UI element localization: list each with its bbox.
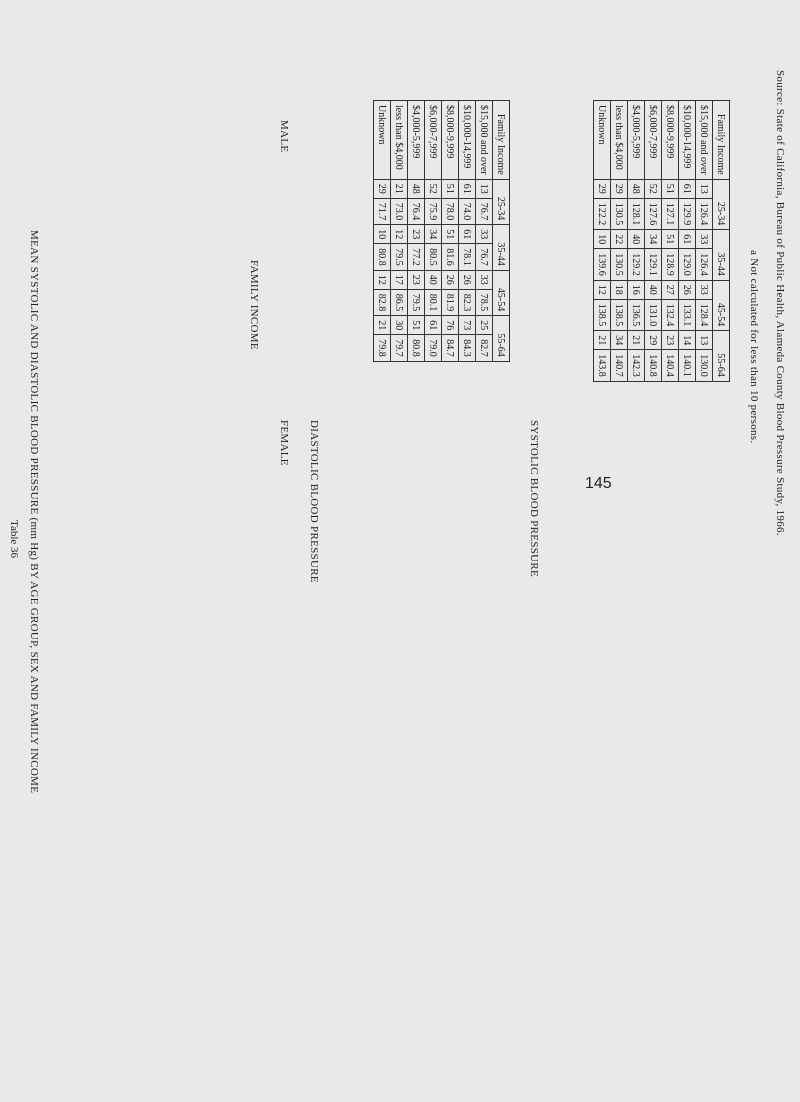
value-cell: 138.5 bbox=[611, 299, 628, 331]
page-number: 145 bbox=[585, 475, 612, 492]
value-cell: 76.7 bbox=[476, 244, 493, 271]
value-cell: 61 bbox=[425, 316, 442, 335]
value-cell: 128.9 bbox=[662, 249, 679, 281]
value-cell: 82.7 bbox=[476, 335, 493, 362]
income-header: Family Income bbox=[713, 101, 730, 180]
value-cell: 129.1 bbox=[645, 249, 662, 281]
value-cell: 129.9 bbox=[679, 198, 696, 230]
value-cell: 51 bbox=[442, 225, 459, 244]
value-cell: 81.9 bbox=[442, 289, 459, 316]
value-cell: 16 bbox=[628, 280, 645, 299]
table-row bbox=[611, 101, 628, 382]
value-cell: 139.6 bbox=[594, 249, 611, 281]
value-cell: 51 bbox=[662, 179, 679, 198]
value-cell: 34 bbox=[611, 331, 628, 350]
value-cell: 127.1 bbox=[662, 198, 679, 230]
value-cell: 61 bbox=[459, 225, 476, 244]
bottom-title: FAMILY INCOME bbox=[248, 260, 260, 350]
value-cell: 84.3 bbox=[459, 335, 476, 362]
value-cell: 140.1 bbox=[679, 350, 696, 382]
income-cell: $4,000-5,999 bbox=[628, 101, 645, 180]
value-cell: 81.6 bbox=[442, 244, 459, 271]
value-cell: 122.2 bbox=[594, 198, 611, 230]
value-cell: 21 bbox=[391, 179, 408, 198]
value-cell: 82.3 bbox=[459, 289, 476, 316]
value-cell: 80.1 bbox=[425, 289, 442, 316]
value-cell: 48 bbox=[628, 179, 645, 198]
age-group-header: 55-64 bbox=[713, 331, 730, 382]
value-cell: 33 bbox=[476, 225, 493, 244]
value-cell: 26 bbox=[679, 280, 696, 299]
value-cell: 127.6 bbox=[645, 198, 662, 230]
value-cell: 76.7 bbox=[476, 198, 493, 225]
value-cell: 78.5 bbox=[476, 289, 493, 316]
value-cell: 140.4 bbox=[662, 350, 679, 382]
table-row bbox=[679, 101, 696, 382]
top-title: MEAN SYSTOLIC AND DIASTOLIC BLOOD PRESSURE (mm Hg) BY AGE GROUP, SEX AND FAMILY INCOME bbox=[28, 230, 40, 794]
value-cell: 128.1 bbox=[628, 198, 645, 230]
table-row bbox=[408, 101, 425, 362]
value-cell: 132.4 bbox=[662, 299, 679, 331]
value-cell: 73.0 bbox=[391, 198, 408, 225]
income-cell: $15,000 and over bbox=[696, 101, 713, 180]
value-cell: 61 bbox=[679, 179, 696, 198]
value-cell: 26 bbox=[459, 270, 476, 289]
value-cell: 79.8 bbox=[374, 335, 391, 362]
value-cell: 25 bbox=[476, 316, 493, 335]
value-cell: 48 bbox=[408, 179, 425, 198]
age-group-header: 35-44 bbox=[493, 225, 510, 271]
value-cell: 130.5 bbox=[611, 249, 628, 281]
table-row bbox=[374, 101, 391, 362]
value-cell: 29 bbox=[374, 179, 391, 198]
table-row bbox=[425, 101, 442, 362]
value-cell: 143.8 bbox=[594, 350, 611, 382]
income-cell: $8,000-9,999 bbox=[442, 101, 459, 180]
note-line: a Not calculated for less than 10 persons. bbox=[748, 250, 760, 444]
table-number: Table 36 bbox=[8, 520, 20, 559]
value-cell: 80.5 bbox=[425, 244, 442, 271]
income-cell: $8,000-9,999 bbox=[662, 101, 679, 180]
value-cell: 80.8 bbox=[374, 244, 391, 271]
value-cell: 78.0 bbox=[442, 198, 459, 225]
value-cell: 29 bbox=[611, 179, 628, 198]
income-cell: $4,000-5,999 bbox=[408, 101, 425, 180]
diastolic-table bbox=[373, 100, 510, 362]
value-cell: 51 bbox=[662, 230, 679, 249]
value-cell: 23 bbox=[662, 331, 679, 350]
income-cell: $6,000-7,999 bbox=[425, 101, 442, 180]
value-cell: 80.8 bbox=[408, 335, 425, 362]
value-cell: 86.5 bbox=[391, 289, 408, 316]
value-cell: 79.5 bbox=[391, 244, 408, 271]
value-cell: 136.5 bbox=[628, 299, 645, 331]
income-cell: Unknown bbox=[374, 101, 391, 180]
value-cell: 12 bbox=[594, 280, 611, 299]
value-cell: 76.4 bbox=[408, 198, 425, 225]
value-cell: 12 bbox=[391, 225, 408, 244]
table-row bbox=[628, 101, 645, 382]
value-cell: 40 bbox=[628, 230, 645, 249]
value-cell: 51 bbox=[408, 316, 425, 335]
source-line: Source: State of California, Bureau of Public Health, Alameda County Blood Pressure Study, 1966. bbox=[774, 70, 786, 536]
income-header: Family Income bbox=[493, 101, 510, 180]
value-cell: 131.0 bbox=[645, 299, 662, 331]
value-cell: 75.9 bbox=[425, 198, 442, 225]
diastolic-panel-label: DIASTOLIC BLOOD PRESSURE bbox=[308, 420, 320, 583]
value-cell: 82.8 bbox=[374, 289, 391, 316]
table-row bbox=[594, 101, 611, 382]
value-cell: 27 bbox=[662, 280, 679, 299]
value-cell: 33 bbox=[696, 280, 713, 299]
value-cell: 10 bbox=[374, 225, 391, 244]
value-cell: 18 bbox=[611, 280, 628, 299]
value-cell: 142.3 bbox=[628, 350, 645, 382]
table-row bbox=[391, 101, 408, 362]
value-cell: 129.2 bbox=[628, 249, 645, 281]
systolic-table bbox=[593, 100, 730, 382]
value-cell: 21 bbox=[594, 331, 611, 350]
value-cell: 10 bbox=[594, 230, 611, 249]
income-cell: $6,000-7,999 bbox=[645, 101, 662, 180]
table-row bbox=[476, 101, 493, 362]
male-label: MALE bbox=[278, 120, 290, 153]
value-cell: 130.0 bbox=[696, 350, 713, 382]
value-cell: 61 bbox=[679, 230, 696, 249]
value-cell: 133.1 bbox=[679, 299, 696, 331]
value-cell: 34 bbox=[645, 230, 662, 249]
value-cell: 77.2 bbox=[408, 244, 425, 271]
table-row bbox=[442, 101, 459, 362]
value-cell: 21 bbox=[374, 316, 391, 335]
value-cell: 128.4 bbox=[696, 299, 713, 331]
income-cell: $10,000-14,999 bbox=[679, 101, 696, 180]
value-cell: 129.0 bbox=[679, 249, 696, 281]
income-cell: Unknown bbox=[594, 101, 611, 180]
income-cell: $15,000 and over bbox=[476, 101, 493, 180]
value-cell: 26 bbox=[442, 270, 459, 289]
value-cell: 17 bbox=[391, 270, 408, 289]
value-cell: 140.7 bbox=[611, 350, 628, 382]
value-cell: 52 bbox=[645, 179, 662, 198]
table-row bbox=[696, 101, 713, 382]
age-group-header: 45-54 bbox=[713, 280, 730, 331]
value-cell: 52 bbox=[425, 179, 442, 198]
table-row bbox=[662, 101, 679, 382]
income-cell: $10,000-14,999 bbox=[459, 101, 476, 180]
value-cell: 76 bbox=[442, 316, 459, 335]
value-cell: 73 bbox=[459, 316, 476, 335]
value-cell: 23 bbox=[408, 270, 425, 289]
value-cell: 79.5 bbox=[408, 289, 425, 316]
value-cell: 14 bbox=[679, 331, 696, 350]
value-cell: 40 bbox=[645, 280, 662, 299]
value-cell: 30 bbox=[391, 316, 408, 335]
table-row bbox=[645, 101, 662, 382]
value-cell: 12 bbox=[374, 270, 391, 289]
female-label: FEMALE bbox=[278, 420, 290, 466]
value-cell: 126.4 bbox=[696, 198, 713, 230]
value-cell: 126.4 bbox=[696, 249, 713, 281]
value-cell: 138.5 bbox=[594, 299, 611, 331]
value-cell: 29 bbox=[594, 179, 611, 198]
value-cell: 71.7 bbox=[374, 198, 391, 225]
age-group-header: 25-34 bbox=[713, 179, 730, 230]
value-cell: 79.7 bbox=[391, 335, 408, 362]
value-cell: 13 bbox=[696, 331, 713, 350]
value-cell: 40 bbox=[425, 270, 442, 289]
income-cell: less than $4,000 bbox=[391, 101, 408, 180]
value-cell: 74.0 bbox=[459, 198, 476, 225]
value-cell: 78.1 bbox=[459, 244, 476, 271]
systolic-panel-label: SYSTOLIC BLOOD PRESSURE bbox=[528, 420, 540, 578]
value-cell: 34 bbox=[425, 225, 442, 244]
value-cell: 22 bbox=[611, 230, 628, 249]
value-cell: 21 bbox=[628, 331, 645, 350]
value-cell: 84.7 bbox=[442, 335, 459, 362]
age-group-header: 45-54 bbox=[493, 270, 510, 316]
value-cell: 140.8 bbox=[645, 350, 662, 382]
value-cell: 61 bbox=[459, 179, 476, 198]
value-cell: 13 bbox=[476, 179, 493, 198]
value-cell: 29 bbox=[645, 331, 662, 350]
age-group-header: 25-34 bbox=[493, 179, 510, 225]
value-cell: 33 bbox=[476, 270, 493, 289]
income-cell: less than $4,000 bbox=[611, 101, 628, 180]
value-cell: 130.5 bbox=[611, 198, 628, 230]
value-cell: 33 bbox=[696, 230, 713, 249]
table-row bbox=[459, 101, 476, 362]
age-group-header: 35-44 bbox=[713, 230, 730, 281]
value-cell: 79.0 bbox=[425, 335, 442, 362]
value-cell: 51 bbox=[442, 179, 459, 198]
value-cell: 13 bbox=[696, 179, 713, 198]
age-group-header: 55-64 bbox=[493, 316, 510, 362]
value-cell: 23 bbox=[408, 225, 425, 244]
